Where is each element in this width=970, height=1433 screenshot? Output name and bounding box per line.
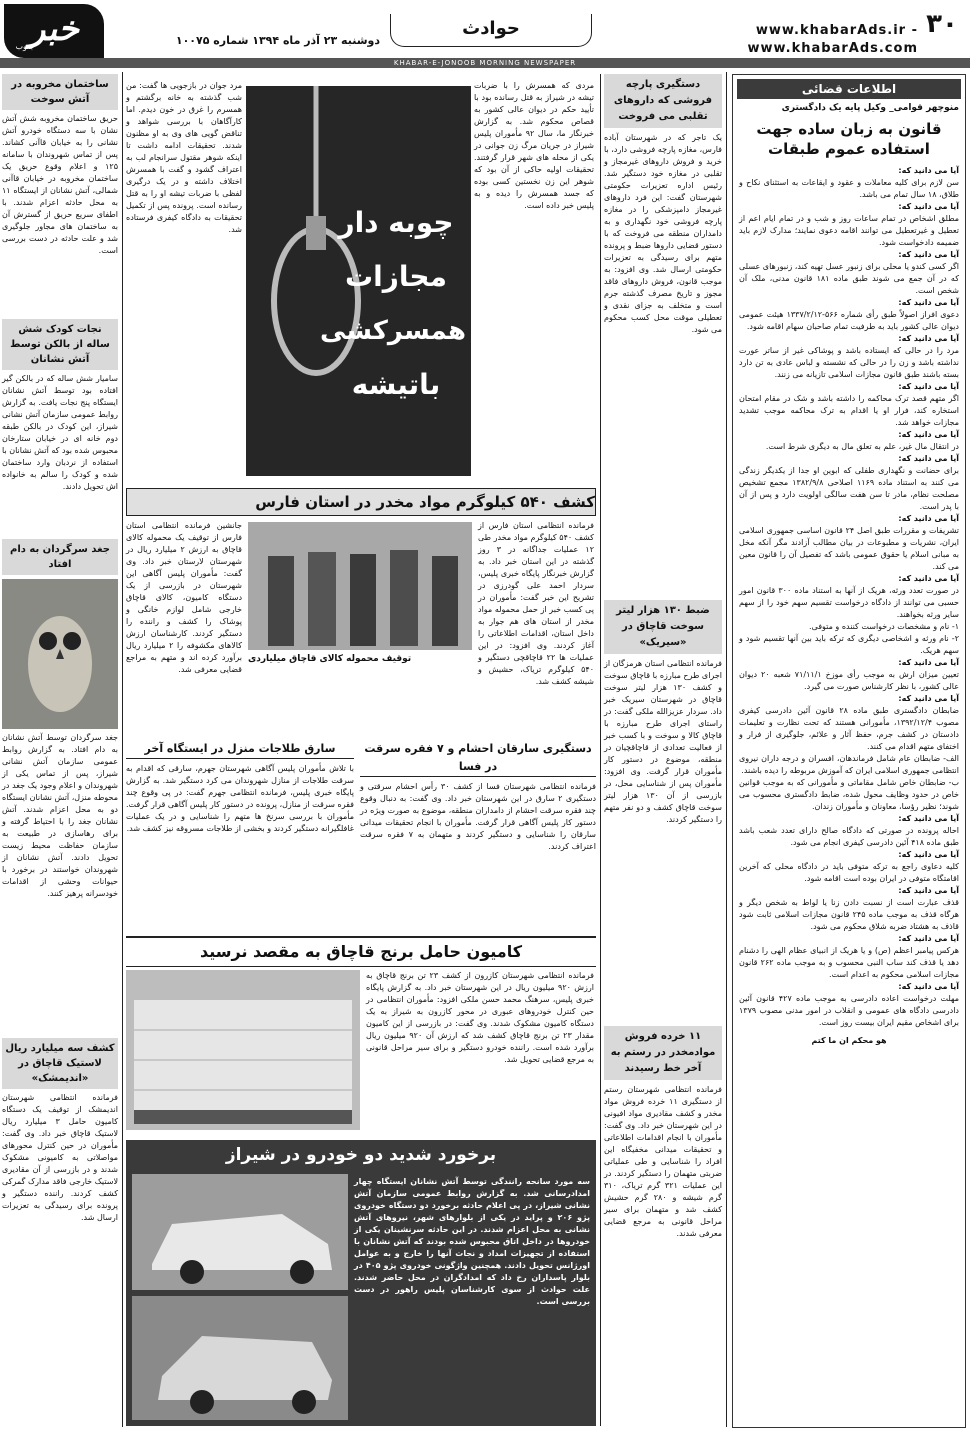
story-headline: کشف ۵۴۰ کیلوگرم مواد مخدر در استان فارس <box>255 493 595 511</box>
story-fuel <box>604 600 722 1020</box>
suspects-photo <box>248 522 472 650</box>
question-label: آیا می دانید که: <box>898 934 959 943</box>
column-rule <box>122 72 123 1427</box>
masthead-strip <box>0 58 970 68</box>
rice-sacks <box>126 970 360 1130</box>
question-label: آیا می دانید که: <box>898 982 959 991</box>
question-label: آیا می دانید که: <box>898 814 959 823</box>
story-body: حریق ساختمان مخروبه شش آتش نشان با سه دستگاه خودرو آتش نشانی را به خیابان قاآنی کشاند. پس از تماس شهروندان با سامانه ۱۲۵ و اعلام وقوع حریق یک ساختمان مخروبه در خیابان قاآنی شمالی، آتش نشانان از ایستگاه ۱۱ به محل حادثه اعزام شدند. با اطفای سریع حریق از گسترش آن به ساختمان های مجاور جلوگیری شد و علت حادثه در دست بررسی است. <box>2 114 118 255</box>
poster-line: باتیشه <box>351 368 441 401</box>
english-name: KHABAR-E-JONOOB MORNING NEWSPAPER <box>393 59 577 67</box>
poster-line: چوبه دار <box>338 206 454 239</box>
legal-paragraph: ۱- نام و مشخصات درخواست کننده و متوفی. <box>809 622 959 631</box>
question-label: آیا می دانید که: <box>898 250 959 259</box>
legal-paragraph: مرد را در حالی که ایستاده باشد و پوشاکی غیر از ساتر عورت نداشته باشد و زن را در حالی که نشسته و لباس عادی به تن دارد بسته باشند طبق قانون مجازات اسلامی تازیانه می زنند. <box>739 346 959 379</box>
legal-signoff: هو محکم ان ما کتم <box>811 1036 887 1045</box>
story-headline-bar <box>126 488 596 516</box>
story-headline: کشف سه میلیارد ریال لاستیک قاچاق در «اندیمشک» <box>2 1038 118 1089</box>
story-body: سه مورد سانحه رانندگی توسط آتش نشانان ایستگاه چهار امدادرسانی شد. به گزارش روابط عمومی سازمان آتش نشانی شیراز، در پی اعلام حادثه برخورد دو دستگاه خودروی پژو ۲۰۶ و پراید در یکی از بلوارهای شهر، نیروهای آتش نشانی به محل اعزام شدند. در این حادثه سرنشینان یکی از خودروها در داخل اتاق محبوس شده بودند که آتش نشانان با استفاده از تجهیزات امداد و نجات آنها را خارج و به عوامل اورژانس تحویل دادند. همچنین واژگونی خودروی پژو ۴۰۵ در بلوار پاسداران رخ داد که امدادگران در محل حاضر شدند. علت حوادث از سوی کارشناسان پلیس راهور در دست بررسی است. <box>354 1177 591 1306</box>
legal-paragraph: تعیین میزان ارش به موجب رأی موزخ ۷۱/۱۱/۱ شعبه ۲۰ دیوان عالی کشور، با نظر کارشناس صورت می گیرد. <box>739 670 959 691</box>
question-label: آیا می دانید که: <box>898 334 959 343</box>
wrecked-car <box>132 1296 348 1420</box>
masthead <box>0 0 970 67</box>
legal-paragraph: ۲- نام ورثه و اشخاصی دیگری که ترکه باید بین آنها تقسیم شود و سهم هریک. <box>739 634 959 655</box>
story-body: با تلاش مأموران پلیس آگاهی شهرستان جهرم، سارقی که اقدام به سرقت طلاجات از منازل شهروندان می کرد دستگیر شد. به گزارش پایگاه خبری پلیس، فرمانده انتظامی جهرم گفت: در پی وقوع چند فقره سرقت از منازل، پرونده در دستور کار پلیس آگاهی قرار گرفت. مأموران با بررسی سرنخ ها متهم را شناسایی و در یک عملیات غافلگیرانه دستگیر کردند و بخشی از طلاجات مسروقه نیز کشف شد. <box>126 764 354 833</box>
question-label: آیا می دانید که: <box>898 694 959 703</box>
gold-theft-story <box>126 740 354 930</box>
legal-paragraph: قذف عبارت است از نسبت دادن زنا یا لواط به شخص دیگر و هرگاه قذف به موجب ماده ۲۴۵ قانون مجازات اسلامی ثابت شود قاذف به هشتاد ضربه شلاق محکوم می شود. <box>739 898 959 931</box>
story-dealers <box>604 1026 722 1426</box>
legal-paragraph: اگر کسی کندو یا محلی برای زنبور عسل تهیه کند، زنبورهای عسلی که در آن جمع می شوند طبق ماده ۱۸۱ قانون مدنی، ملک آن شخص است. <box>739 262 959 295</box>
legal-paragraph: اگر متهم قصد ترک محاکمه را داشته باشد و شک در مقام امتحان استخاره کند، فرار او یا اقدام به ترک محاکمه موجب تشدید مجازات خواهد شد. <box>739 394 959 427</box>
livestock-story <box>360 740 596 930</box>
legal-paragraph: احاله پرونده در صورتی که دادگاه صالح دارای تعدد شعب باشد طبق ماده ۴۱۸ آئین دادرسی کیفری انجام می شود. <box>739 826 959 847</box>
legal-paragraph: مهلت درخواست اعاده دادرسی به موجب ماده ۴۲۷ قانون آئین دادرسی دادگاه های عمومی و انقلاب در امور مدنی مصوب ۱۳۷۹ برای اشخاص مقیم ایران بیست روز است. <box>739 994 959 1027</box>
section-tab <box>390 14 592 47</box>
story-pickpocket <box>604 74 722 594</box>
photo-caption: توقیف محموله کالای قاچاق میلیاردی <box>248 654 412 664</box>
story-headline: دستگیری پارچه فروشی که داروهای تقلبی می فروخت <box>604 74 722 128</box>
story-headline: دستگیری سارقان احشام و ۷ فقره سرقت در فسا <box>360 740 596 777</box>
story-body: فرمانده انتظامی شهرستان کازرون از کشف ۲۳ تن برنج قاچاق به ارزش ۹۲۰ میلیون ریال در این شهرستان خبر داد. به گزارش پایگاه خبری پلیس، سرهنگ محمد حسن ملکی افزود: مأموران انتظامی در حین کنترل خودروهای عبوری در محور کازرون به شیراز به یک دستگاه کامیون مشکوک شدند. وی گفت: در بازرسی از این کامیون مقدار ۲۳ تن برنج قاچاق کشف شد که ارزش آن ۹۲۰ میلیون ریال برآورد شده است. راننده خودرو دستگیر و برای سیر مراحل قانونی به مرجع قضایی تحویل شد. <box>366 971 594 1064</box>
column-rule <box>600 74 601 1426</box>
legal-paragraph: برای حضانت و نگهداری طفلی که ابوین او جدا از یکدیگر زندگی می کنند به استناد ماده ۱۱۶۹ اصلاحی ۱۳۸۲/۹/۸ مجمع تشخیص مصلحت نظام، مادر تا سن هفت سالگی اولویت دارد و پس از آن با پدر است. <box>739 466 959 511</box>
story-body: فرمانده انتظامی استان هرمزگان از اجرای طرح مبارزه با قاچاق سوخت و کشف ۱۳۰ هزار لیتر سوخت قاچاق در شهرستان سیریک خبر داد. سردار عزیزالله ملکی گفت: در راستای اجرای طرح مبارزه با قاچاق کالا و سوخت و با کسب خبر از فعالیت تعدادی از قاچاقچیان در منطقه، موضوع در دستور کار مأموران قرار گرفت. وی افزود: مأموران پس از شناسایی محل، در بازرسی از آن ۱۳۰ هزار لیتر سوخت قاچاق کشف و دو نفر متهم را دستگیر کردند. <box>604 659 722 824</box>
top-story <box>126 74 596 484</box>
story-headline: جغد سرگردان به دام افتاد <box>2 539 118 575</box>
crash-photo-2 <box>132 1296 348 1420</box>
story-body: جانشین فرمانده انتظامی استان فارس از توقیف یک محموله کالای قاچاق به ارزش ۲ میلیارد ریال در شهرستان لارستان خبر داد. وی گفت: مأموران پلیس آگاهی این شهرستان در بازرسی از یک دستگاه کامیون، کالای قاچاق خارجی شامل لوازم خانگی و پوشاک را کشف و راننده را دستگیر کردند. کارشناسان ارزش کالاهای مکشوفه را ۲ میلیارد ریال برآورد کرده اند و متهم به مراجع قضایی معرفی شد. <box>126 521 242 674</box>
question-label: آیا می دانید که: <box>898 166 959 175</box>
legal-paragraph: دعوی افراز اصولاً طبق رأی شماره ۵۶۶-۱۳۳۷/۲/۱۲ هیئت عمومی دیوان عالی کشور باید به طرفیت تمام صاحبان سهام اقامه شود. <box>739 310 959 331</box>
car-crash-story <box>126 1140 596 1426</box>
legal-paragraph: در انتقال مال غیر، علم به تعلق مال به دیگری شرط است. <box>765 442 959 451</box>
story-body: یک تاجر که در شهرستان آباده فارس، مغازه پارچه فروشی دارد، با خرید و فروش داروهای غیرمجاز و تقلبی در مغازه خود دستگیر شد. رئیس اداره تعزیرات حکومتی شهرستان گفت: این فرد داروهای غیرمجاز دامپزشکی را در مغازه پارچه فروشی خود نگهداری و به دامداران منطقه می فروخت که با دستور قضایی داروها ضبط و پرونده متهم برای رسیدگی به تعزیرات حکومتی ارسال شد. وی افزود: به موجب قانون، فروش داروهای فاقد مجوز و تاریخ مصرف گذشته جرم است و متخلف به جزای نقدی و تعطیلی موقت محل کسب محکوم می شود. <box>604 133 722 334</box>
question-label: آیا می دانید که: <box>898 514 959 523</box>
owl-icon <box>2 579 118 729</box>
story-headline: ضبط ۱۳۰ هزار لیتر سوخت قاچاق در «سیریک» <box>604 600 722 654</box>
legal-paragraph: کلیه دعاوی راجع به ترکه متوفی باید در دادگاه محلی که آخرین اقامتگاه متوفی در ایران بوده است اقامه شود. <box>739 862 959 883</box>
question-label: آیا می دانید که: <box>898 454 959 463</box>
logo-sub: جنوب <box>15 42 35 51</box>
legal-paragraph: هرکس پیامبر اعظم (ص) و یا هریک از انبیای عظام الهی را دشنام دهد یا قذف کند ساب النبی محسوب و به موجب ماده ۲۶۲ قانون مجازات اسلامی محکوم به اعدام است. <box>739 946 959 979</box>
date-line: دوشنبه ۲۳ آذر ماه ۱۳۹۴ شماره ۱۰۰۷۵ <box>175 34 380 47</box>
legal-title: قانون به زبان ساده جهت استفاده عموم طبقات <box>756 120 942 158</box>
page-number: ۳۰ <box>926 9 958 39</box>
crash-photo-1 <box>132 1174 348 1290</box>
logo-text: خبر <box>28 9 80 49</box>
poster-text <box>320 196 466 456</box>
story-headline: برخورد شدید دو خودرو در شیراز <box>225 1145 497 1165</box>
legal-subtitle: منوچهر قوامی_ وکیل پایه یک دادگستری <box>781 103 959 113</box>
poster-line: مجازات <box>345 260 447 293</box>
rice-truck-photo <box>126 970 360 1130</box>
question-label: آیا می دانید که: <box>898 382 959 391</box>
poster-line: همسرکشی <box>320 316 466 346</box>
suspects-figures <box>248 522 472 650</box>
legal-body <box>733 165 965 1047</box>
legal-paragraph: سن لازم برای کلیه معاملات و عقود و ایقاعات به استثنای نکاح و طلاق، ۱۸ سال تمام می باشد. <box>739 178 959 199</box>
legal-paragraph: در صورت تعدد ورثه، هریک از آنها به استناد ماده ۳۰۰ قانون امور حسبی می توانند از دادگاه درخواست تقسیم سهم خود را از سهم سایر ورثه بخواهند. <box>739 586 959 619</box>
question-label: آیا می دانید که: <box>898 202 959 211</box>
legal-section-label: اطلاعات قضائی <box>737 79 961 99</box>
question-label: آیا می دانید که: <box>898 886 959 895</box>
logo <box>4 4 104 58</box>
question-label: آیا می دانید که: <box>898 574 959 583</box>
drug-seizure-story <box>126 488 596 738</box>
story-body: جغد سرگردان توسط آتش نشانان به دام افتاد. به گزارش روابط عمومی سازمان آتش نشانی شیراز، پس از تماس یکی از شهروندان و اعلام وجود یک جغد در محوطه منزل، آتش نشانان ایستگاه دو به محل اعزام شدند. آتش نشانان جغد را با احتیاط گرفته و برای رهاسازی در طبیعت به سازمان حفاظت محیط زیست تحویل دادند. آتش نشانان از شهروندان خواستند در برخورد با حیوانات وحشی از اقدامات خودسرانه پرهیز کنند. <box>2 733 118 898</box>
legal-paragraph: مطلق اشخاص در تمام ساعات روز و شب و در تمام ایام اعم از تعطیل و غیرتعطیل می توانند اقامه دعوی نمایند؛ مدارک لازم باید ضمیمه دادخواست شود. <box>739 214 959 247</box>
story-text-col: مردی که همسرش را با ضربات تیشه در شیراز به قتل رسانده بود با تأیید حکم در دیوان عالی کشور به قصاص محکوم شد. به گزارش خبرنگار ما، سال ۹۲ مأموران پلیس شیراز در جریان مرگ زن جوانی در یکی از محله های شهر قرار گرفتند. تحقیقات اولیه حاکی از آن بود که شوهر این زن نخستین کسی بوده که جسد همسرش را دیده و به پلیس خبر داده است. <box>474 81 594 210</box>
section-title: حوادث <box>462 18 520 39</box>
story-text-col: مرد جوان در بازجویی ها گفت: من شب گذشته به خانه برگشتم و همسرم را غرق در خون دیدم. اما کارآگاهان با بررسی شواهد و تناقض گویی های وی به او مظنون شدند. تحقیقات ادامه داشت تا اینکه شوهر مقتول سرانجام لب به اعتراف گشود و گفت با همسرش اختلاف داشته و در یک درگیری لفظی با ضربات تیشه او را به قتل رسانده است. پرونده پس از تکمیل تحقیقات به دادگاه کیفری فرستاده شد. <box>126 81 242 234</box>
poster-image <box>246 86 471 476</box>
story-headline: کامیون حامل برنج قاچاق به مقصد نرسید <box>126 936 596 967</box>
story-headline: ساختمان مخروبه در آتش سوخت <box>2 74 118 110</box>
left-column <box>2 74 118 1426</box>
story-headline: نجات کودک شش ساله از بالکن توسط آتش نشانان <box>2 319 118 370</box>
legal-paragraph: تشریفات و مقررات طبق اصل ۲۴ قانون اساسی جمهوری اسلامی ایران، نشریات و مطبوعات در بیان مطالب آزادند مگر آنکه مخل به مبانی اسلام یا حقوق عمومی باشد که تفصیل آن را قانون معین می کند. <box>739 526 959 571</box>
question-label: آیا می دانید که: <box>898 658 959 667</box>
legal-paragraph: الف- ضابطان عام شامل فرماندهان، افسران و درجه داران نیروی انتظامی جمهوری اسلامی ایران که آموزش مربوطه را دیده باشند. <box>739 754 959 775</box>
question-label: آیا می دانید که: <box>898 850 959 859</box>
story-body: سامیار شش ساله که در بالکن گیر افتاده بود توسط آتش نشانان ایستگاه پنج نجات یافت. به گزارش روابط عمومی سازمان آتش نشانی شیراز، این کودک در بالکن طبقه دوم خانه ای در خیابان ستارخان محبوس شده بود که آتش نشانان با استفاده از نردبان وارد ساختمان شده و کودک را سالم به خانواده اش تحویل دادند. <box>2 374 118 491</box>
owl-photo <box>2 579 118 729</box>
story-body: فرمانده انتظامی شهرستان فسا از کشف ۳۰ رأس احشام سرقتی و دستگیری ۲ سارق در این شهرستان خبر داد. وی گفت: به دنبال وقوع چند فقره سرقت احشام از دامداران منطقه، موضوع به صورت ویژه در دستور کار پلیس آگاهی قرار گرفت. مأموران با انجام تحقیقات میدانی سارقان را شناسایی و دستگیر کردند و متهمان به ۷ فقره سرقت اعتراف کردند. <box>360 782 597 851</box>
story-body: فرمانده انتظامی استان فارس از کشف ۵۴۰ کیلوگرم مواد مخدر طی ۱۲ عملیات جداگانه در ۳ روز گذشته در این استان خبر داد. به گزارش خبرنگار پایگاه خبری پلیس، سردار احمد علی گودرزی در تشریح این خبر گفت: مأموران در پی کسب خبر از حمل محموله مواد مخدر از استان های هم جوار به داخل استان، اقدامات اطلاعاتی را آغاز کردند. وی افزود: در این عملیات ها ۲۲ قاچاقچی دستگیر و ۵۴۰ کیلوگرم تریاک، حشیش و شیشه کشف شد. <box>478 521 595 686</box>
question-label: آیا می دانید که: <box>898 430 959 439</box>
wrecked-car <box>132 1174 348 1290</box>
story-body: فرمانده انتظامی شهرستان اندیمشک از توقیف یک دستگاه کامیون حامل ۳ میلیارد ریال لاستیک قاچاق خبر داد. وی گفت: مأموران در حین کنترل محورهای مواصلاتی به کامیونی مشکوک شدند و در بازرسی از آن مقادیری لاستیک خارجی فاقد مدارک گمرکی کشف کردند. راننده دستگیر و پرونده برای رسیدگی به تعزیرات ارسال شد. <box>2 1093 118 1222</box>
website: www.khabarAds.ir - www.khabarAds.com <box>747 23 918 56</box>
legal-paragraph: ضابطان دادگستری طبق ماده ۲۸ قانون آئین دادرسی کیفری مصوب ۱۳۹۲/۱۲/۴، مأمورانی هستند که تحت نظارت و تعلیمات دادستان در کشف جرم، حفظ آثار و علائم، جلوگیری از فرار و اختفای متهم اقدام می کنند. <box>739 706 959 751</box>
story-headline: ۱۱ خرده فروش موادمخدر در رستم به آخر خط رسیدند <box>604 1026 722 1080</box>
story-body: فرمانده انتظامی شهرستان رستم از دستگیری ۱۱ خرده فروش مواد مخدر و کشف مقادیری مواد افیونی در این شهرستان خبر داد. وی گفت: مأموران با انجام اقدامات اطلاعاتی و تحقیقات میدانی مخفیگاه این افراد را شناسایی و طی عملیاتی ضربتی متهمان را دستگیر کردند. در این عملیات ۳۲۱ گرم تریاک، ۳۱۰ گرم شیشه و ۲۸۰ گرم حشیش کشف شد و متهمان برای سیر مراحل قانونی به مرجع قضایی معرفی شدند. <box>604 1085 723 1238</box>
question-label: آیا می دانید که: <box>898 298 959 307</box>
rice-truck-story <box>126 936 596 1136</box>
story-headline: سارق طلاجات منزل در ایستگاه آخر <box>126 740 354 759</box>
column-rule <box>726 72 727 1427</box>
legal-column <box>732 74 966 1428</box>
legal-paragraph: ب- ضابطان خاص شامل مقاماتی و مأمورانی که به موجب قوانین خاص در حدود وظایف محول شده، ضابط دادگستری محسوب می شوند؛ نظیر رؤسا، معاونان و مأموران زندان. <box>739 778 959 811</box>
